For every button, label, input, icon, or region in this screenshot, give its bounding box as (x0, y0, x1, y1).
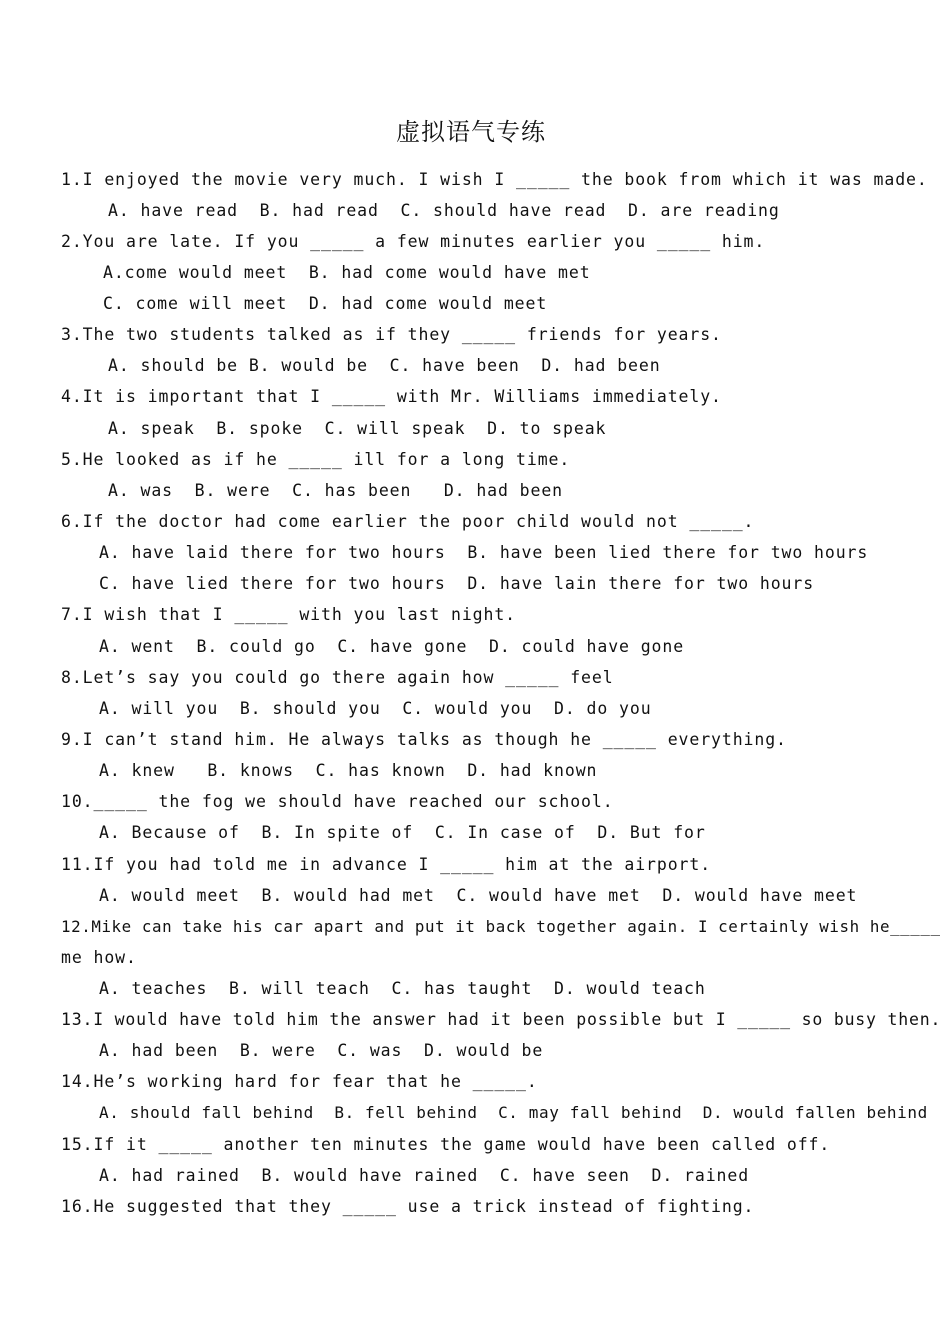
question-12-continued: me how. (61, 948, 137, 967)
question-14: 14.He’s working hard for fear that he _____. (61, 1072, 538, 1091)
question-15: 15.If it _____ another ten minutes the game would have been called off. (61, 1135, 831, 1154)
question-4-options: A. speak B. spoke C. will speak D. to speak (108, 419, 607, 438)
question-5: 5.He looked as if he _____ ill for a long time. (61, 450, 571, 469)
question-1-options: A. have read B. had read C. should have read D. are reading (108, 201, 780, 220)
document-title: 虚拟语气专练 (396, 118, 546, 146)
question-3-options: A. should be B. would be C. have been D. had been (108, 356, 661, 375)
question-1: 1.I enjoyed the movie very much. I wish I _____ the book from which it was made. (61, 170, 928, 189)
question-10-options: A. Because of B. In spite of C. In case of D. But for (99, 823, 706, 842)
question-9: 9.I can’t stand him. He always talks as though he _____ everything. (61, 730, 787, 749)
question-6: 6.If the doctor had come earlier the poor child would not _____. (61, 512, 755, 531)
question-2-options-cd: C. come will meet D. had come would meet (103, 294, 548, 313)
question-7: 7.I wish that I _____ with you last night. (61, 605, 517, 624)
question-15-options: A. had rained B. would have rained C. have seen D. rained (99, 1166, 750, 1185)
question-6-options-ab: A. have laid there for two hours B. have been lied there for two hours (99, 543, 869, 562)
question-6-options-cd: C. have lied there for two hours D. have lain there for two hours (99, 574, 815, 593)
question-10: 10._____ the fog we should have reached our school. (61, 792, 614, 811)
question-5-options: A. was B. were C. has been D. had been (108, 481, 564, 500)
question-12-options: A. teaches B. will teach C. has taught D. would teach (99, 979, 706, 998)
question-11: 11.If you had told me in advance I _____ him at the airport. (61, 855, 712, 874)
question-14-options: A. should fall behind B. fell behind C. may fall behind D. would fallen behind (99, 1103, 928, 1122)
question-12: 12.Mike can take his car apart and put it back together again. I certainly wish he_____ (61, 917, 941, 936)
question-16: 16.He suggested that they _____ use a trick instead of fighting. (61, 1197, 755, 1216)
question-13-options: A. had been B. were C. was D. would be (99, 1041, 544, 1060)
question-3: 3.The two students talked as if they _____ friends for years. (61, 325, 722, 344)
question-9-options: A. knew B. knows C. has known D. had known (99, 761, 598, 780)
question-7-options: A. went B. could go C. have gone D. could have gone (99, 637, 685, 656)
question-8: 8.Let’s say you could go there again how _____ feel (61, 668, 614, 687)
question-2: 2.You are late. If you _____ a few minutes earlier you _____ him. (61, 232, 766, 251)
question-11-options: A. would meet B. would had met C. would have met D. would have meet (99, 886, 858, 905)
question-8-options: A. will you B. should you C. would you D. do you (99, 699, 652, 718)
question-2-options-ab: A.come would meet B. had come would have met (103, 263, 591, 282)
question-4: 4.It is important that I _____ with Mr. Williams immediately. (61, 387, 722, 406)
question-13: 13.I would have told him the answer had it been possible but I _____ so busy then. (61, 1010, 942, 1029)
